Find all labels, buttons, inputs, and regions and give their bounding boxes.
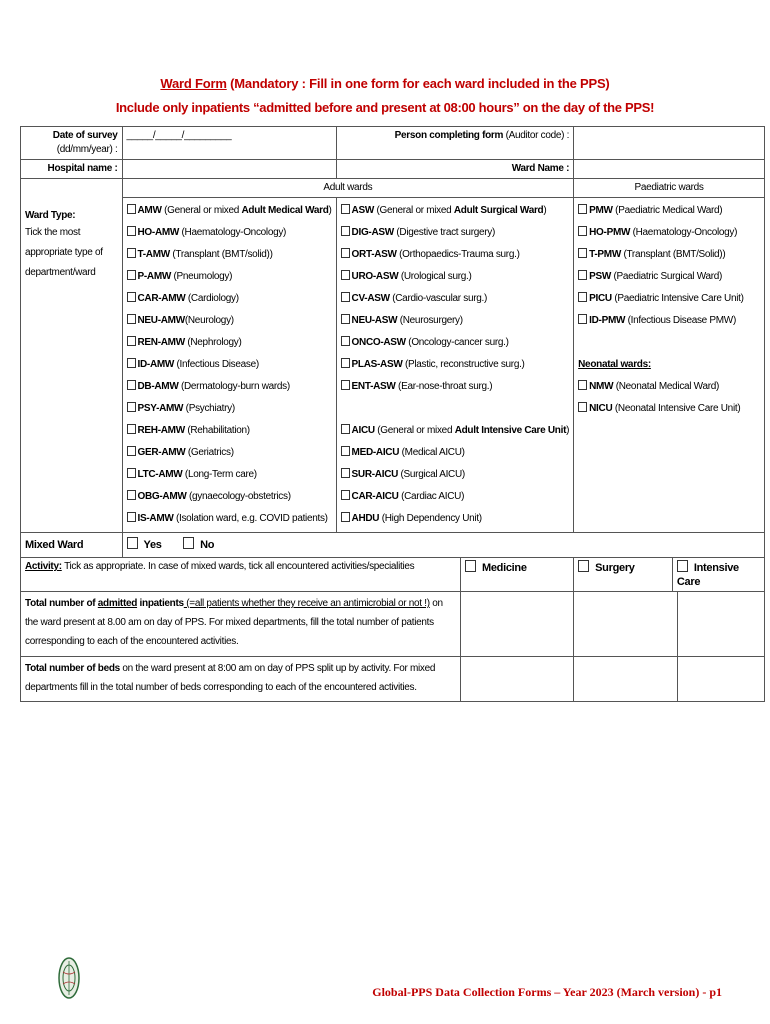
hospital-field[interactable] (122, 160, 336, 179)
ward-option-pmw[interactable] (578, 200, 760, 222)
ward-option-picu[interactable] (578, 288, 760, 310)
adult-wards-header: Adult wards (122, 179, 574, 198)
ward-code: OBG-AMW (137, 491, 187, 502)
ward-code: AHDU (351, 513, 380, 524)
ward-desc: (General or mixed (373, 205, 454, 216)
ward-code: T-AMW (137, 249, 170, 260)
page-footer: Global-PPS Data Collection Forms – Year 2023 (March version) - p1 (372, 985, 722, 999)
ward-desc: (Nephrology) (184, 337, 242, 348)
medicine-checkbox[interactable] (465, 560, 476, 572)
checkbox-icon[interactable] (341, 424, 350, 434)
ward-code: CAR-AMW (137, 293, 186, 304)
ward-code: DB-AMW (137, 381, 179, 392)
adult-medical-column (122, 198, 336, 533)
ward-code: MED-AICU (351, 447, 400, 458)
medicine-option[interactable]: Medicine (461, 558, 574, 592)
ward-code: NEU-AMW (137, 315, 185, 326)
ward-desc: (Neurology) (184, 315, 234, 326)
paediatric-column (574, 198, 765, 533)
ward-desc: (Cardiac AICU) (398, 491, 465, 502)
ward-code: HO-AMW (137, 227, 180, 238)
ward-code: NICU (589, 403, 613, 414)
ward-option-db-amw[interactable] (127, 376, 332, 398)
checkbox-icon[interactable] (127, 490, 136, 500)
ward-code: AICU (351, 425, 375, 436)
ward-option-nicu[interactable] (578, 398, 760, 420)
checkbox-icon[interactable] (578, 204, 587, 214)
ward-type-hint: Tick the most appropriate type of department/ward (25, 227, 103, 278)
mixed-yes-checkbox[interactable] (127, 537, 138, 549)
ward-form-table (20, 126, 765, 702)
admitted-surgery-field[interactable] (574, 592, 678, 656)
ward-name-field[interactable] (574, 160, 765, 179)
ward-code: LTC-AMW (137, 469, 183, 480)
paediatric-wards-header: Paediatric wards (574, 179, 765, 198)
ward-code: PICU (589, 293, 612, 304)
admitted-icu-field[interactable] (678, 592, 764, 656)
ward-desc: (gynaecology-obstetrics) (186, 491, 291, 502)
ward-option-ren-amw[interactable] (127, 332, 332, 354)
ward-desc: (Geriatrics) (185, 447, 234, 458)
neonatal-header: Neonatal wards: (578, 359, 651, 370)
ward-type-label: Ward Type: (25, 210, 76, 221)
ward-desc: (Haematology-Oncology) (179, 227, 287, 238)
ward-option-ger-amw[interactable] (127, 442, 332, 464)
ward-desc: (Medical AICU) (399, 447, 465, 458)
ward-option-t-amw[interactable] (127, 244, 332, 266)
ward-code: AMW (137, 205, 162, 216)
ward-option-neu-asw[interactable] (341, 310, 570, 332)
ward-option-ltc-amw[interactable] (127, 464, 332, 486)
ward-desc: (Ear-nose-throat surg.) (395, 381, 493, 392)
checkbox-icon[interactable] (341, 336, 350, 346)
ward-desc: (Transplant (BMT/solid)) (169, 249, 273, 260)
ward-desc: (Neonatal Intensive Care Unit) (612, 403, 741, 414)
ward-option-plas-asw[interactable] (341, 354, 570, 376)
checkbox-icon[interactable] (127, 204, 136, 214)
adult-surgical-column (336, 198, 574, 533)
beds-icu-field[interactable] (678, 657, 764, 701)
ward-code: IS-AMW (137, 513, 174, 524)
ward-desc: (Paediatric Intensive Care Unit) (611, 293, 744, 304)
ward-desc-end: ) (566, 425, 570, 436)
ward-option-amw[interactable] (127, 200, 332, 222)
date-field[interactable]: _____/_____/_________ (122, 127, 336, 160)
checkbox-icon[interactable] (341, 468, 350, 478)
checkbox-icon[interactable] (127, 292, 136, 302)
beds-label: Total number of beds on the ward present at 8:00 am on day of PPS split up by activity. For mixed departments fill in the total number of beds corresponding to each of the encountered activities. (21, 657, 461, 702)
checkbox-icon[interactable] (341, 314, 350, 324)
checkbox-icon[interactable] (127, 512, 136, 522)
ward-desc: (Rehabilitation) (184, 425, 250, 436)
ward-desc-bold: Adult Surgical Ward (453, 205, 544, 216)
ward-desc: (Oncology-cancer surg.) (405, 337, 509, 348)
ward-option-dig-asw[interactable] (341, 222, 570, 244)
form-title: Ward Form (Mandatory : Fill in one form for each ward included in the PPS) (160, 76, 610, 91)
ward-option-ahdu[interactable] (341, 508, 570, 530)
ward-code: CAR-AICU (351, 491, 399, 502)
ward-desc-bold: Adult Intensive Care Unit (454, 425, 567, 436)
ward-code: ASW (351, 205, 374, 216)
ward-code: REH-AMW (137, 425, 185, 436)
admitted-label: Total number of admitted inpatients (=all patients whether they receive an antimicrobial or not !) on the ward present at 8.00 am on day of PPS. For mixed departments, fill the total number of patients corresponding to each of the encountered activities. (21, 592, 461, 657)
checkbox-icon[interactable] (127, 270, 136, 280)
checkbox-icon[interactable] (341, 446, 350, 456)
person-label: Person completing form (Auditor code) : (336, 127, 574, 160)
ward-code: SUR-AICU (351, 469, 399, 480)
checkbox-icon[interactable] (341, 490, 350, 500)
ward-desc: (Cardiology) (185, 293, 239, 304)
ward-type-cell (21, 179, 123, 533)
date-label: Date of survey (dd/mm/year) : (21, 127, 123, 160)
ward-desc-end: ) (543, 205, 547, 216)
ward-desc: (High Dependency Unit) (379, 513, 482, 524)
ward-option-obg-amw[interactable] (127, 486, 332, 508)
ward-code: URO-ASW (351, 271, 399, 282)
ward-option-uro-asw[interactable] (341, 266, 570, 288)
ward-code: REN-AMW (137, 337, 185, 348)
checkbox-icon[interactable] (578, 380, 587, 390)
ward-option-onco-asw[interactable] (341, 332, 570, 354)
ward-option-psy-amw[interactable] (127, 398, 332, 420)
checkbox-icon[interactable] (127, 424, 136, 434)
ward-option-ort-asw[interactable] (341, 244, 570, 266)
checkbox-icon[interactable] (127, 226, 136, 236)
checkbox-icon[interactable] (578, 292, 587, 302)
ward-option-ent-asw[interactable] (341, 376, 570, 398)
checkbox-icon[interactable] (578, 402, 587, 412)
global-pps-logo-icon (58, 956, 80, 1000)
ward-option-nmw[interactable] (578, 376, 760, 398)
ward-option-sur-aicu[interactable] (341, 464, 570, 486)
ward-desc-end: ) (328, 205, 332, 216)
checkbox-icon[interactable] (127, 468, 136, 478)
ward-option-t-pmw[interactable] (578, 244, 760, 266)
ward-desc: (Transplant (BMT/Solid)) (620, 249, 726, 260)
ward-code: NMW (589, 381, 614, 392)
checkbox-icon[interactable] (127, 446, 136, 456)
ward-desc-bold: Adult Medical Ward (241, 205, 329, 216)
beds-medicine-field[interactable] (461, 657, 574, 702)
surgery-checkbox[interactable] (578, 560, 589, 572)
ward-option-med-aicu[interactable] (341, 442, 570, 464)
ward-option-id-amw[interactable] (127, 354, 332, 376)
checkbox-icon[interactable] (127, 336, 136, 346)
ward-desc: (Pneumology) (171, 271, 233, 282)
ward-code: ID-AMW (137, 359, 175, 370)
checkbox-icon[interactable] (341, 248, 350, 258)
ward-code: PSW (589, 271, 612, 282)
ward-desc: (Orthopaedics-Trauma surg.) (396, 249, 520, 260)
checkbox-icon[interactable] (341, 204, 350, 214)
ward-desc: (Long-Term care) (182, 469, 257, 480)
checkbox-icon[interactable] (578, 226, 587, 236)
mixed-ward-options: Yes No (122, 533, 764, 558)
ward-code: ORT-ASW (351, 249, 397, 260)
ward-option-id-pmw[interactable] (578, 310, 760, 332)
checkbox-icon[interactable] (341, 512, 350, 522)
checkbox-icon[interactable] (127, 314, 136, 324)
ward-desc: (General or mixed (161, 205, 242, 216)
ward-desc: (Paediatric Surgical Ward) (611, 271, 723, 282)
ward-desc: (Cardio-vascular surg.) (389, 293, 488, 304)
ward-desc: (Isolation ward, e.g. COVID patients) (173, 513, 328, 524)
ward-form-link[interactable]: Ward Form (160, 76, 227, 91)
ward-option-car-aicu[interactable] (341, 486, 570, 508)
checkbox-icon[interactable] (578, 314, 587, 324)
checkbox-icon[interactable] (341, 270, 350, 280)
checkbox-icon[interactable] (341, 226, 350, 236)
checkbox-icon[interactable] (127, 402, 136, 412)
ward-code: HO-PMW (589, 227, 631, 238)
checkbox-icon[interactable] (341, 380, 350, 390)
mixed-no-checkbox[interactable] (183, 537, 194, 549)
ward-option-aicu[interactable] (341, 420, 570, 442)
ward-desc: (Surgical AICU) (398, 469, 465, 480)
ward-name-label: Ward Name : (336, 160, 574, 179)
ward-desc: (Dermatology-burn wards) (178, 381, 290, 392)
ward-option-ho-pmw[interactable] (578, 222, 760, 244)
ward-option-asw[interactable] (341, 200, 570, 222)
ward-option-ho-amw[interactable] (127, 222, 332, 244)
mixed-ward-label: Mixed Ward (21, 533, 123, 558)
ward-code: NEU-ASW (351, 315, 398, 326)
ward-code: PMW (589, 205, 613, 216)
ward-code: CV-ASW (351, 293, 390, 304)
ward-option-neu-amw[interactable] (127, 310, 332, 332)
ward-desc: (Neonatal Medical Ward) (613, 381, 720, 392)
ward-code: T-PMW (589, 249, 621, 260)
ward-option-car-amw[interactable] (127, 288, 332, 310)
ward-code: PSY-AMW (137, 403, 184, 414)
ward-code: ENT-ASW (351, 381, 396, 392)
ward-desc: (General or mixed (374, 425, 455, 436)
beds-surgery-field[interactable] (574, 657, 678, 701)
ward-desc: (Infectious Disease) (174, 359, 259, 370)
intensive-care-option[interactable]: Intensive Care (676, 562, 739, 588)
ward-desc: (Urological surg.) (398, 271, 472, 282)
ward-desc: (Infectious Disease PMW) (625, 315, 736, 326)
admitted-medicine-field[interactable] (461, 592, 574, 657)
intensive-care-checkbox[interactable] (677, 560, 688, 572)
hospital-label: Hospital name : (21, 160, 123, 179)
ward-code: ONCO-ASW (351, 337, 406, 348)
ward-option-is-amw[interactable] (127, 508, 332, 530)
ward-desc: (Paediatric Medical Ward) (612, 205, 723, 216)
checkbox-icon[interactable] (341, 358, 350, 368)
ward-desc: (Psychiatry) (183, 403, 235, 414)
ward-option-p-amw[interactable] (127, 266, 332, 288)
ward-desc: (Plastic, reconstructive surg.) (402, 359, 525, 370)
checkbox-icon[interactable] (127, 248, 136, 258)
ward-desc: (Digestive tract surgery) (393, 227, 496, 238)
ward-code: PLAS-ASW (351, 359, 403, 370)
ward-option-reh-amw[interactable] (127, 420, 332, 442)
checkbox-icon[interactable] (341, 292, 350, 302)
checkbox-icon[interactable] (127, 358, 136, 368)
ward-desc: (Haematology-Oncology) (630, 227, 738, 238)
ward-code: GER-AMW (137, 447, 186, 458)
ward-code: ID-PMW (589, 315, 626, 326)
person-field[interactable] (574, 127, 765, 160)
ward-option-psw[interactable] (578, 266, 760, 288)
activity-label: Activity: Tick as appropriate. In case of mixed wards, tick all encountered activities/specialities (21, 558, 461, 592)
checkbox-icon[interactable] (578, 270, 587, 280)
checkbox-icon[interactable] (127, 380, 136, 390)
ward-option-cv-asw[interactable] (341, 288, 570, 310)
surgery-option[interactable]: Surgery (574, 558, 673, 591)
checkbox-icon[interactable] (578, 248, 587, 258)
ward-code: DIG-ASW (351, 227, 394, 238)
form-subtitle: Include only inpatients “admitted before and present at 08:00 hours” on the day of the PPS! (115, 100, 655, 115)
ward-code: P-AMW (137, 271, 172, 282)
ward-desc: (Neurosurgery) (397, 315, 463, 326)
